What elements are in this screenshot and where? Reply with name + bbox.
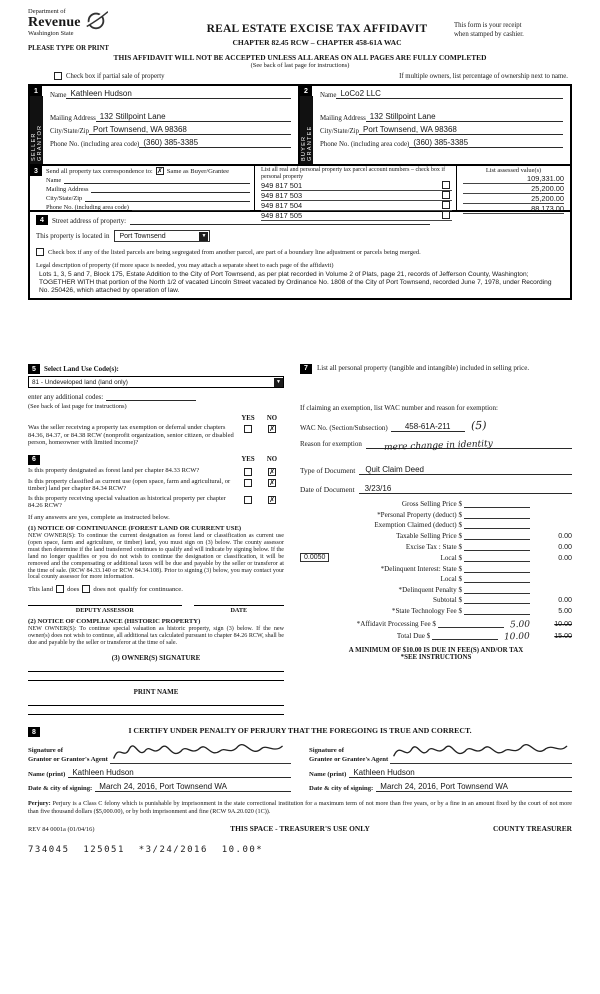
section-number-3: 3 (30, 166, 42, 176)
located-in-value: Port Townsend (119, 232, 166, 240)
question-current-use: Is this property classified as current use (open space, farm and agricultural, or timber) land per chapter 84.34 RCW? ✗ (28, 477, 275, 493)
deputy-assessor-row (28, 605, 284, 614)
fee-row-affidavit-processing-fee: *Affidavit Processing Fee $ 5.00 10.00 (356, 619, 572, 631)
buyer-phone-field[interactable]: (360) 385-3385 (409, 138, 563, 148)
amount-line[interactable] (464, 575, 530, 583)
grantee-signature[interactable] (390, 738, 572, 764)
current-use-yes-checkbox[interactable] (244, 479, 252, 487)
corr-name-field[interactable] (64, 175, 250, 184)
forest-no-checkbox[interactable]: ✗ (269, 467, 275, 476)
seller-mailing-field[interactable]: 132 Stillpoint Lane (96, 112, 291, 122)
land-use-code-value: 81 - Undeveloped land (land only) (32, 378, 128, 386)
corr-phone-field[interactable] (132, 202, 250, 211)
struck-amount: 15.00 (554, 632, 572, 641)
question-historic: Is this property receiving special valuation as historical property per chapter 84.26 RCW? ✗ (28, 494, 275, 510)
amount-line[interactable] (464, 511, 530, 519)
buyer-mailing-label: Mailing Address (320, 115, 366, 123)
chapter-line: CHAPTER 82.45 RCW – CHAPTER 458-61A WAC (232, 38, 402, 47)
grantee-sig-label-2: Grantee or Grantee's Agent (309, 755, 389, 763)
amount-line[interactable] (464, 543, 530, 551)
does-not-checkbox[interactable] (82, 585, 90, 593)
type-of-document-row (300, 465, 572, 475)
personal-property-checkbox[interactable] (442, 201, 450, 209)
assessed-value[interactable]: 109,331.00 (463, 174, 564, 184)
parcel-numbers-column (255, 166, 457, 220)
seller-phone-label: Phone No. (including area code) (50, 141, 140, 149)
section-number-8: 8 (28, 727, 40, 737)
see-back-note: (See back of last page for instructions) (250, 62, 350, 70)
personal-property-label: List all personal property (tangible and intangible) included in selling price. (317, 364, 530, 373)
land-use-label: Select Land Use Code(s): (44, 365, 119, 374)
wac-number-field[interactable]: 458-61A-211 (391, 422, 465, 432)
parties-section (28, 84, 572, 166)
corr-csz-label: City/State/Zip (46, 195, 83, 203)
current-use-no-checkbox[interactable]: ✗ (269, 478, 275, 487)
grantor-name-print-field[interactable]: Kathleen Hudson (68, 768, 291, 778)
correspondence-parcels-section (28, 166, 572, 220)
fee-row-local-tax: 0.0050 Local $ 0.00 (300, 553, 572, 562)
fee-row-delinquent-interest-local: Local $ (300, 575, 572, 583)
street-address-label: Street address of property: (52, 217, 127, 226)
grantee-date-city-field[interactable]: March 24, 2016, Port Townsend WA (376, 782, 572, 792)
seller-name-field[interactable]: Kathleen Hudson (66, 89, 291, 99)
fee-row-gross-selling-price: Gross Selling Price $ (300, 500, 572, 508)
section-buyer-grantee (300, 86, 570, 164)
section-number-7: 7 (300, 364, 312, 374)
section-certification (28, 725, 572, 792)
section-number-2: 2 (300, 86, 312, 96)
grantee-date-city-label: Date & city of signing: (309, 785, 374, 793)
logo-state-line: Washington State (28, 30, 74, 38)
buyer-phone-label: Phone No. (including area code) (320, 141, 410, 149)
fee-row-delinquent-interest-state: *Delinquent Interest: State $ (300, 565, 572, 573)
historic-no-checkbox[interactable]: ✗ (269, 495, 275, 504)
notice-compliance-text: NEW OWNER(S): To continue special valuation as historic property, sign (3) below. If the new owner(s) does not wish to continue, all additional tax calculated pursuant to chapter 84.26 RCW, shall be due and payable by the seller or transferor at the time of sale. (28, 626, 284, 647)
amount-line[interactable] (464, 554, 530, 562)
exemption-claim-label: If claiming an exemption, list WAC number and reason for exemption: (300, 404, 498, 413)
qualify-row: This land does does not qualify for continuance. (28, 585, 183, 593)
corr-phone-label: Phone No. (including area code) (46, 204, 129, 212)
perjury-label: Perjury: (28, 800, 51, 808)
additional-codes-field[interactable] (106, 392, 196, 401)
section-number-1: 1 (30, 86, 42, 96)
seller-csz-label: City/State/Zip (50, 128, 90, 136)
deputy-assessor-line[interactable]: DEPUTY ASSESSOR (28, 605, 182, 614)
buyer-name-label: Name (320, 92, 337, 100)
legal-description-text: Lots 1, 3, 5 and 7, Block 175, Estate Addition to the City of Port Townsend, as per plat recorded in Volume 2 of Plats, page 21, records of Jefferson County, Washington; TOGETHER WITH that portion of the North 1/2 of vacated Lincoln Street vacated by Ordinance No. 1808 of the City of Port Townsend, recorded June 7, 1978, under Recording No. 250426, which attached by operation of law. (39, 271, 552, 294)
section-number-4: 4 (36, 215, 48, 225)
grantor-signature-block (28, 738, 291, 792)
perjury-certify-statement: I CERTIFY UNDER PENALTY OF PERJURY THAT THE FOREGOING IS TRUE AND CORRECT. (128, 726, 472, 736)
perjury-note (28, 800, 572, 815)
grantor-date-city-label: Date & city of signing: (28, 785, 93, 793)
wac-handwritten-subsection: (5) (470, 418, 487, 433)
additional-codes-label: enter any additional codes: (28, 393, 104, 402)
seller-name-label: Name (50, 92, 67, 100)
personal-property-blank-area[interactable] (300, 374, 572, 404)
owner-signature-line[interactable] (28, 662, 284, 672)
amount-line[interactable] (464, 521, 530, 529)
type-of-document-label: Type of Document (300, 466, 356, 476)
fee-row-excise-tax-state: Excise Tax : State $ 0.00 (405, 542, 572, 551)
personal-property-checkbox[interactable] (442, 191, 450, 199)
street-address-field[interactable] (130, 216, 430, 225)
grantor-name-print-label: Name (print) (28, 771, 66, 779)
classification-header: 6 YES NO (28, 455, 284, 465)
reason-label: Reason for exemption (300, 440, 362, 449)
located-in-dropdown[interactable] (114, 230, 210, 242)
section-property-location (28, 212, 572, 300)
buyer-csz-field[interactable]: Port Townsend, WA 98368 (359, 125, 563, 135)
fee-row-total-due: Total Due $ 10.00 15.00 (396, 631, 572, 643)
buyer-csz-label: City/State/Zip (320, 128, 360, 136)
question-forest-land: Is this property designated as forest land per chapter 84.33 RCW? ✗ (28, 466, 275, 476)
receipt-note (454, 8, 572, 40)
fee-row-exemption-claimed: Exemption Claimed (deduct) $ (300, 521, 572, 529)
buyer-side-label: BUYER GRANTEE (300, 96, 313, 164)
multiple-owners-note: If multiple owners, list percentage of ownership next to name. (399, 72, 568, 80)
does-checkbox[interactable] (56, 585, 64, 593)
legal-description-label: Legal description of property (if more space is needed, you may attach a separate sheet to each page of the affidavit) (36, 262, 334, 270)
amount-line[interactable] (464, 532, 530, 540)
same-as-buyer-label: Same as Buyer/Grantee (166, 167, 230, 175)
logo-revenue-line: Revenue (28, 15, 81, 31)
section-number-5: 5 (28, 364, 40, 374)
partial-sale-label: Check box if partial sale of property (66, 72, 165, 80)
print-name-heading: PRINT NAME (133, 688, 179, 697)
form-footer (28, 824, 572, 833)
section-personal-property (300, 364, 572, 715)
seller-side-label: SELLER GRANTOR (30, 96, 43, 164)
seller-csz-field[interactable]: Port Townsend, WA 98368 (89, 125, 291, 135)
amount-line[interactable] (464, 565, 530, 573)
completion-warning: THIS AFFIDAVIT WILL NOT BE ACCEPTED UNLESS ALL AREAS ON ALL PAGES ARE FULLY COMPLETED (113, 53, 487, 63)
amount-line[interactable] (464, 596, 530, 604)
form-title: REAL ESTATE EXCISE TAX AFFIDAVIT (206, 23, 428, 35)
reason-handwritten-text: mere change in identity (383, 439, 493, 454)
partial-sale-checkbox[interactable] (54, 72, 62, 80)
amount-line[interactable] (464, 607, 530, 615)
seller-phone-field[interactable]: (360) 385-3385 (139, 138, 291, 148)
form-header (28, 8, 572, 52)
grantor-sig-label-1: Signature of (28, 747, 63, 755)
assessed-values-column (457, 166, 570, 214)
notice-continuance-text: NEW OWNER(S): To continue the current designation as forest land or classification as current use (open space, farm and agriculture, or timber) land, you must sign on (3) below. The county assessor must then determine if the land transferred continues to qualify and will indicate by signing below. If the land no longer qualifies or you do not wish to continue the designation or classification, it will be removed and the compensating or additional taxes will be due and payable by the seller or transferor at the time of sale. (RCW 84.33.140 or RCW 84.34.108). Prior to signing (3) below, you may contact your local county assessor for more information. (28, 532, 284, 581)
grantee-name-print-field[interactable]: Kathleen Hudson (349, 768, 572, 778)
question-deferral: Was the seller receiving a property tax exemption or deferral under chapters 84.36, 84.37, or 84.38 RCW (nonprofit organization, senior citizen, or disabled person, homeowner with limited income)? ✗ (28, 424, 275, 447)
dor-swoosh-icon (84, 8, 108, 37)
treasurer-use-only-label: THIS SPACE - TREASURER'S USE ONLY (230, 824, 370, 834)
amount-line[interactable] (432, 632, 498, 640)
grantor-date-city-field[interactable]: March 24, 2016, Port Townsend WA (95, 782, 291, 792)
send-correspondence-label: Send all property tax correspondence to: (46, 167, 153, 175)
yes-no-header: YES NO (241, 415, 278, 423)
grantee-signature-block (309, 738, 572, 792)
parcel-row: 949 817 504 (261, 201, 452, 211)
corr-csz-field[interactable] (85, 193, 250, 202)
handwritten-amount: 10.00 (504, 631, 531, 643)
notice-continuance-title: (1) NOTICE OF CONTINUANCE (FOREST LAND OR CURRENT USE) (28, 524, 242, 532)
wac-number-row (300, 419, 572, 432)
land-use-code-dropdown[interactable] (28, 376, 284, 388)
partial-sale-row (28, 72, 572, 80)
handwritten-amount: 5.00 (509, 619, 531, 631)
amount-line[interactable] (464, 500, 530, 508)
chevron-down-icon[interactable]: ▼ (199, 232, 208, 241)
deputy-date-line[interactable]: DATE (194, 605, 284, 614)
dor-logo-block (28, 8, 180, 52)
parcel-row: 949 817 505 (261, 211, 452, 221)
corr-mailing-field[interactable] (91, 184, 250, 193)
corr-mailing-label: Mailing Address (46, 186, 89, 194)
owners-signature-heading: (3) OWNER(S) SIGNATURE (111, 654, 201, 663)
parcel-column-header: List all real and personal property tax parcel account numbers – check box if personal property (261, 167, 446, 180)
assessed-value[interactable]: 25,200.00 (463, 184, 564, 194)
wac-label: WAC No. (Section/Subsection) (300, 424, 388, 433)
deferral-no-checkbox[interactable]: ✗ (269, 425, 275, 434)
section-seller-grantor (30, 86, 300, 164)
buyer-name-field[interactable]: LoCo2 LLC (336, 89, 563, 99)
grantor-sig-label-2: Grantor or Grantor's Agent (28, 755, 108, 763)
seller-mailing-label: Mailing Address (50, 115, 96, 123)
date-of-document-row (300, 484, 572, 494)
receipt-note-line1: This form is your receipt (454, 22, 522, 29)
rev-number: REV 84 0001a (01/04/16) (28, 826, 95, 834)
struck-amount: 10.00 (554, 619, 572, 628)
assessed-column-header: List assessed value(s) (485, 167, 542, 175)
receipt-note-line2: when stamped by cashier. (454, 30, 524, 38)
if-yes-note: If any answers are yes, complete as instructed below. (28, 513, 170, 521)
segregated-checkbox[interactable] (36, 248, 44, 256)
historic-yes-checkbox[interactable] (244, 496, 252, 504)
notice-compliance-title: (2) NOTICE OF COMPLIANCE (HISTORIC PROPERTY) (28, 618, 201, 626)
print-name-line[interactable] (28, 706, 284, 715)
dor-logo-text (28, 8, 81, 37)
see-instructions-note: *SEE INSTRUCTIONS (400, 654, 472, 662)
parcel-row: 949 817 501 (261, 181, 452, 191)
located-in-label: This property is located in (36, 232, 110, 241)
middle-columns (28, 364, 572, 715)
grantee-sig-label-1: Signature of (309, 747, 344, 755)
fee-row-subtotal: Subtotal $ 0.00 (433, 596, 572, 605)
logo-dept-line: Department of (28, 8, 66, 15)
date-of-document-label: Date of Document (300, 485, 355, 495)
see-back-note-2: (See back of last page for instructions) (28, 403, 127, 411)
chevron-down-icon[interactable]: ▼ (274, 378, 283, 387)
segregated-label: Check box if any of the listed parcels are being segregated from another parcel, are part of a boundary line adjustment or parcels being merged. (48, 248, 421, 256)
assessed-value[interactable]: 25,200.00 (463, 194, 564, 204)
owner-signature-line[interactable] (28, 672, 284, 681)
section-land-use (28, 364, 284, 715)
perjury-text: Perjury is a Class C felony which is punishable by imprisonment in the state correctional institution for a maximum term of not more than five years, or by a fine in an amount fixed by the court of not more than five thousand dollars ($5,000.00), or by both imprisonment and fine (RCW 9A.20.020 (1C)). (28, 800, 572, 815)
minimum-due-note: A MINIMUM OF $10.00 IS DUE IN FEE(S) AND/OR TAX (348, 647, 524, 655)
section-number-6: 6 (28, 455, 40, 465)
personal-property-checkbox[interactable] (442, 181, 450, 189)
grantor-signature[interactable] (110, 738, 291, 764)
section-correspondence (30, 166, 255, 210)
date-of-document-field[interactable]: 3/23/16 (359, 484, 572, 494)
corr-name-label: Name (46, 177, 62, 185)
fee-row-delinquent-penalty: *Delinquent Penalty $ (300, 586, 572, 594)
cashier-receipt-stamp: 734045 125051 *3/24/2016 10.00* (28, 845, 264, 856)
please-type-or-print-label: PLEASE TYPE OR PRINT (28, 45, 109, 53)
assessed-value[interactable]: 88,173.00 (463, 204, 564, 214)
same-as-buyer-checkbox[interactable]: ✗ (156, 167, 163, 176)
parcel-row: 949 817 503 (261, 191, 452, 201)
fee-row-state-technology-fee: *State Technology Fee $ 5.00 (391, 607, 572, 616)
fee-row-personal-property-deduct: *Personal Property (deduct) $ (300, 511, 572, 519)
deferral-yes-checkbox[interactable] (244, 425, 252, 433)
forest-yes-checkbox[interactable] (244, 468, 252, 476)
print-name-line[interactable] (28, 696, 284, 706)
amount-line[interactable] (464, 586, 530, 594)
grantee-name-print-label: Name (print) (309, 771, 347, 779)
type-of-document-field[interactable]: Quit Claim Deed (359, 465, 572, 475)
buyer-mailing-field[interactable]: 132 Stillpoint Lane (366, 112, 563, 122)
personal-property-checkbox[interactable] (442, 211, 450, 219)
title-block (180, 8, 454, 47)
fee-row-taxable-selling-price: Taxable Selling Price $ 0.00 (396, 531, 572, 540)
amount-line[interactable] (438, 620, 504, 628)
local-rate-box: 0.0050 (300, 553, 329, 562)
blank-area (28, 300, 572, 364)
county-treasurer-label: COUNTY TREASURER (492, 824, 572, 834)
